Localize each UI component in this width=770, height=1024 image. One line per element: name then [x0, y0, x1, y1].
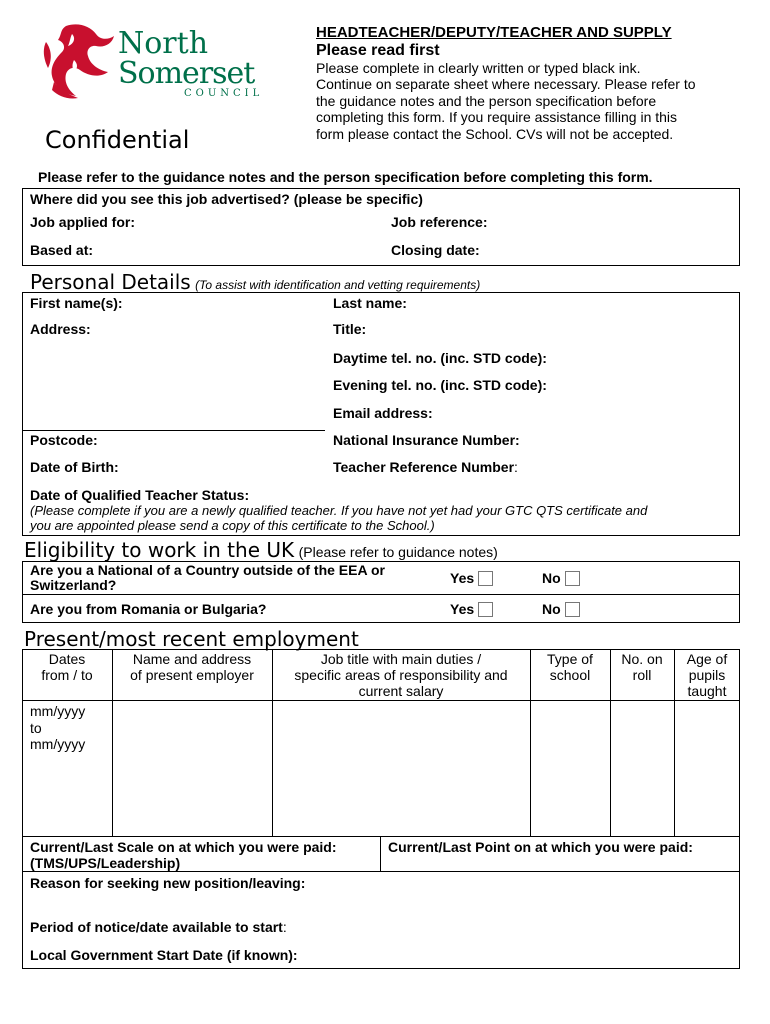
reason-label[interactable]: Reason for seeking new position/leaving: — [30, 875, 306, 891]
logo-council: COUNCIL — [184, 88, 264, 99]
postcode-label[interactable]: Postcode: — [30, 432, 98, 448]
date-format-hint[interactable] — [30, 703, 85, 753]
personal-details-title: Personal Details — [30, 270, 191, 294]
scale-label[interactable] — [30, 839, 337, 871]
employment-table-bottom — [22, 836, 740, 837]
col-header-line: specific areas of responsibility and — [294, 667, 508, 683]
no-label: No — [542, 601, 561, 617]
eea-question-line: Are you a National of a Country outside of the EEA or — [30, 562, 385, 578]
yes-label: Yes — [450, 601, 475, 617]
notice-text: Please refer to the guidance notes and the person specification before completing this form. — [38, 169, 653, 185]
eligibility-title: Eligibility to work in the UK — [24, 538, 295, 562]
dob-label[interactable]: Date of Birth: — [30, 459, 119, 475]
intro-text — [316, 60, 696, 142]
col-header-line: of present employer — [130, 667, 254, 683]
teacher-ref-text: Teacher Reference Number — [333, 459, 515, 475]
teacher-ref-label[interactable] — [333, 459, 518, 475]
qts-note — [30, 503, 647, 533]
col-header-line: No. on — [621, 651, 663, 667]
eea-question — [30, 563, 385, 593]
evening-tel-label[interactable]: Evening tel. no. (inc. STD code): — [333, 377, 547, 393]
personal-details-note: (To assist with identification and vetting requirements) — [195, 278, 481, 292]
eea-no-option[interactable] — [542, 570, 580, 586]
eligibility-note: (Please refer to guidance notes) — [298, 544, 498, 560]
qts-note-line: you are appointed please send a copy of this certificate to the School.) — [30, 518, 435, 533]
col-header-line: school — [549, 667, 591, 683]
intro-line: Please complete in clearly written or typed black ink. — [316, 60, 641, 76]
job-applied-for-label[interactable]: Job applied for: — [30, 214, 135, 230]
employment-header-divider — [22, 700, 740, 701]
address-label[interactable]: Address: — [30, 321, 91, 337]
date-format-line: mm/yyyy — [30, 703, 86, 719]
council-logo — [38, 20, 278, 102]
logo-somerset: Somerset — [118, 56, 255, 91]
eligibility-divider — [22, 594, 740, 595]
intro-line: the guidance notes and the person specification before — [316, 92, 657, 109]
romania-no-option[interactable] — [542, 601, 580, 617]
eea-no-checkbox[interactable] — [565, 571, 580, 586]
eea-yes-checkbox[interactable] — [478, 571, 493, 586]
col-header-dates — [22, 651, 112, 683]
logo-north: North — [118, 26, 209, 61]
intro-line: Continue on separate sheet where necessary. Please refer to — [316, 76, 696, 93]
col-header-roll — [610, 651, 674, 683]
romania-yes-checkbox[interactable] — [478, 602, 493, 617]
col-header-line: Name and address — [132, 651, 252, 667]
col-header-school-type — [530, 651, 610, 683]
scale-label-line: (TMS/UPS/Leadership) — [30, 855, 181, 871]
closing-date-label[interactable]: Closing date: — [391, 242, 480, 258]
title-label[interactable]: Title: — [333, 321, 367, 337]
intro-line: form please contact the School. CVs will not be accepted. — [316, 125, 674, 142]
qts-date-label[interactable]: Date of Qualified Teacher Status: — [30, 487, 250, 503]
form-subtitle: Please read first — [316, 42, 440, 59]
col-header-line: taught — [687, 683, 727, 699]
based-at-label[interactable]: Based at: — [30, 242, 94, 258]
romania-yes-option[interactable] — [450, 601, 493, 617]
col-header-line: current salary — [358, 683, 444, 699]
col-header-line: Job title with main duties / — [320, 651, 482, 667]
date-format-line: to — [30, 719, 42, 736]
address-divider — [22, 430, 325, 431]
scale-label-line: Current/Last Scale on at which you were paid: — [30, 839, 337, 855]
date-format-line: mm/yyyy — [30, 736, 86, 752]
col-header-line: pupils — [688, 667, 726, 683]
personal-details-heading — [30, 271, 480, 294]
first-names-label[interactable]: First name(s): — [30, 295, 123, 311]
dragon-emblem-icon — [38, 20, 120, 102]
notice-period-colon: : — [282, 919, 287, 935]
daytime-tel-label[interactable]: Daytime tel. no. (inc. STD code): — [333, 350, 547, 366]
col-header-line: from / to — [41, 667, 93, 683]
col-header-line: Type of — [547, 651, 593, 667]
col-header-line: Dates — [48, 651, 86, 667]
last-name-label[interactable]: Last name: — [333, 295, 407, 311]
intro-line: completing this form. If you require assistance filling in this — [316, 109, 678, 126]
col-header-job-title — [272, 651, 530, 699]
yes-label: Yes — [450, 570, 475, 586]
notice-period-text: Period of notice/date available to start — [30, 919, 283, 935]
col-header-employer — [112, 651, 272, 683]
romania-no-checkbox[interactable] — [565, 602, 580, 617]
ni-number-label[interactable]: National Insurance Number: — [333, 432, 520, 448]
teacher-ref-colon: : — [514, 459, 518, 475]
col-header-line: Age of — [686, 651, 728, 667]
employment-heading: Present/most recent employment — [24, 627, 359, 651]
job-reference-label[interactable]: Job reference: — [391, 214, 488, 230]
qts-note-line: (Please complete if you are a newly qualified teacher. If you have not yet had your GTC QTS certificate and — [30, 503, 648, 518]
confidential-label: Confidential — [45, 126, 190, 154]
scale-row-bottom — [22, 871, 740, 872]
col-header-pupil-age — [674, 651, 740, 699]
advertised-label[interactable]: Where did you see this job advertised? (please be specific) — [30, 191, 423, 207]
eea-yes-option[interactable] — [450, 570, 493, 586]
no-label: No — [542, 570, 561, 586]
notice-period-label[interactable] — [30, 919, 287, 935]
form-title: HEADTEACHER/DEPUTY/TEACHER AND SUPPLY — [316, 24, 672, 41]
scale-divider — [380, 836, 381, 871]
eea-question-line: Switzerland? — [30, 577, 117, 593]
eligibility-heading — [24, 539, 498, 562]
lg-start-date-label[interactable]: Local Government Start Date (if known): — [30, 947, 298, 963]
email-label[interactable]: Email address: — [333, 405, 433, 421]
col-header-line: roll — [632, 667, 652, 683]
romania-question: Are you from Romania or Bulgaria? — [30, 601, 267, 617]
point-label[interactable]: Current/Last Point on at which you were paid: — [388, 839, 693, 855]
